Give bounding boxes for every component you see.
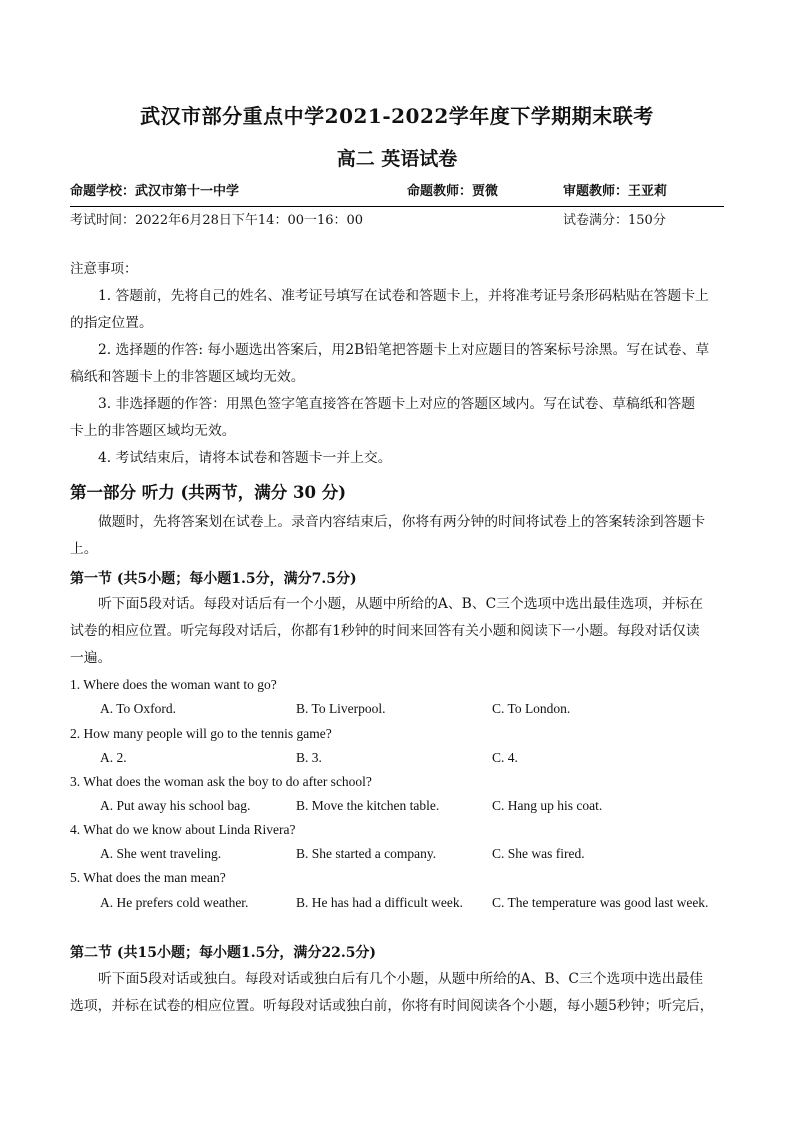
question-4-option-c: C. She was fired.: [492, 846, 585, 861]
section2-intro: [70, 966, 726, 1020]
question-2-option-a: A. 2.: [100, 750, 127, 765]
section1-intro-line-3: 一遍。: [70, 650, 112, 666]
question-3: 3. What does the woman ask the boy to do after school?: [70, 774, 372, 789]
notice-item-1: [70, 283, 726, 337]
part1-intro-line-1: 做题时，先将答案划在试卷上。录音内容结束后，你将有两分钟的时间将试卷上的答案转涂到答题卡: [98, 514, 706, 530]
notice-item-2-line-1: 2. 选择题的作答: 每小题选出答案后，用2B铅笔把答题卡上对应题目的答案标号涂黑。写在试卷、草: [98, 342, 710, 358]
exam-title: 武汉市部分重点中学2021-2022学年度下学期期末联考: [140, 104, 654, 128]
notice-heading: 注意事项：: [70, 261, 138, 277]
section1-intro: [70, 591, 726, 672]
full-score: 试卷满分：150分: [563, 213, 666, 228]
question-5-option-c: C. The temperature was good last week.: [492, 895, 709, 910]
notice-item-4: [70, 445, 726, 472]
section2-heading: 第二节 (共15小题；每小题1.5分，满分22.5分): [70, 945, 377, 961]
question-2-option-b: B. 3.: [296, 750, 322, 765]
question-5: 5. What does the man mean?: [70, 870, 226, 885]
question-4-option-b: B. She started a company.: [296, 846, 437, 861]
exam-time: 考试时间：2022年6月28日下午14：00一16：00: [70, 213, 364, 228]
notice-item-3: [70, 391, 726, 445]
notice-item-3-line-2: 卡上的非答题区域均无效。: [70, 423, 236, 439]
notice-item-2: [70, 337, 726, 391]
question-1-option-b: B. To Liverpool.: [296, 701, 386, 716]
notice-item-4-line-1: 4. 考试结束后，请将本试卷和答题卡一并上交。: [98, 450, 392, 466]
question-1-option-a: A. To Oxford.: [100, 701, 177, 716]
part1-intro: [70, 509, 726, 563]
notice-item-3-line-1: 3. 非选择题的作答：用黑色签字笔直接答在答题卡上对应的答题区域内。写在试卷、草稿纸和答题: [98, 396, 696, 412]
section1-intro-line-1: 听下面5段对话。每段对话后有一个小题，从题中所给的A、B、C三个选项中选出最佳选项，并标在: [98, 596, 704, 612]
section2-intro-line-2: 选项，并标在试卷的相应位置。听每段对话或独白前，你将有时间阅读各个小题，每小题5秒钟；听完后，: [70, 998, 714, 1014]
question-3-option-b: B. Move the kitchen table.: [296, 798, 440, 813]
notice-item-1-line-2: 的指定位置。: [70, 315, 153, 331]
part1-heading: 第一部分 听力 (共两节，满分 30 分): [70, 483, 347, 502]
part1-intro-line-2: 上。: [70, 541, 98, 557]
section1-heading: 第一节 (共5小题；每小题1.5分，满分7.5分): [70, 571, 357, 587]
question-3-option-a: A. Put away his school bag.: [100, 798, 251, 813]
setter-teacher: 命题教师：贾微: [407, 184, 499, 199]
question-4: 4. What do we know about Linda Rivera?: [70, 822, 296, 837]
setter-school: 命题学校：武汉市第十一中学: [70, 184, 240, 199]
question-2: 2. How many people will go to the tennis game?: [70, 726, 332, 741]
notice-item-1-line-1: 1. 答题前，先将自己的姓名、准考证号填写在试卷和答题卡上，并将准考证号条形码粘贴在答题卡上: [98, 288, 709, 304]
question-5-option-b: B. He has had a difficult week.: [296, 895, 463, 910]
question-1-option-c: C. To London.: [492, 701, 571, 716]
question-3-option-c: C. Hang up his coat.: [492, 798, 603, 813]
question-1: 1. Where does the woman want to go?: [70, 677, 277, 692]
section1-intro-line-2: 试卷的相应位置。听完每段对话后，你都有1秒钟的时间来回答有关小题和阅读下一小题。每段对话仅读: [70, 623, 700, 639]
question-4-option-a: A. She went traveling.: [100, 846, 222, 861]
exam-subtitle: 高二 英语试卷: [336, 148, 458, 170]
header-divider: [70, 206, 724, 207]
question-5-option-a: A. He prefers cold weather.: [100, 895, 249, 910]
reviewer-teacher: 审题教师：王亚莉: [563, 184, 668, 199]
notice-item-2-line-2: 稿纸和答题卡上的非答题区域均无效。: [70, 369, 305, 385]
section2-intro-line-1: 听下面5段对话或独白。每段对话或独白后有几个小题，从题中所给的A、B、C三个选项中选出最佳: [98, 971, 704, 987]
question-2-option-c: C. 4.: [492, 750, 518, 765]
